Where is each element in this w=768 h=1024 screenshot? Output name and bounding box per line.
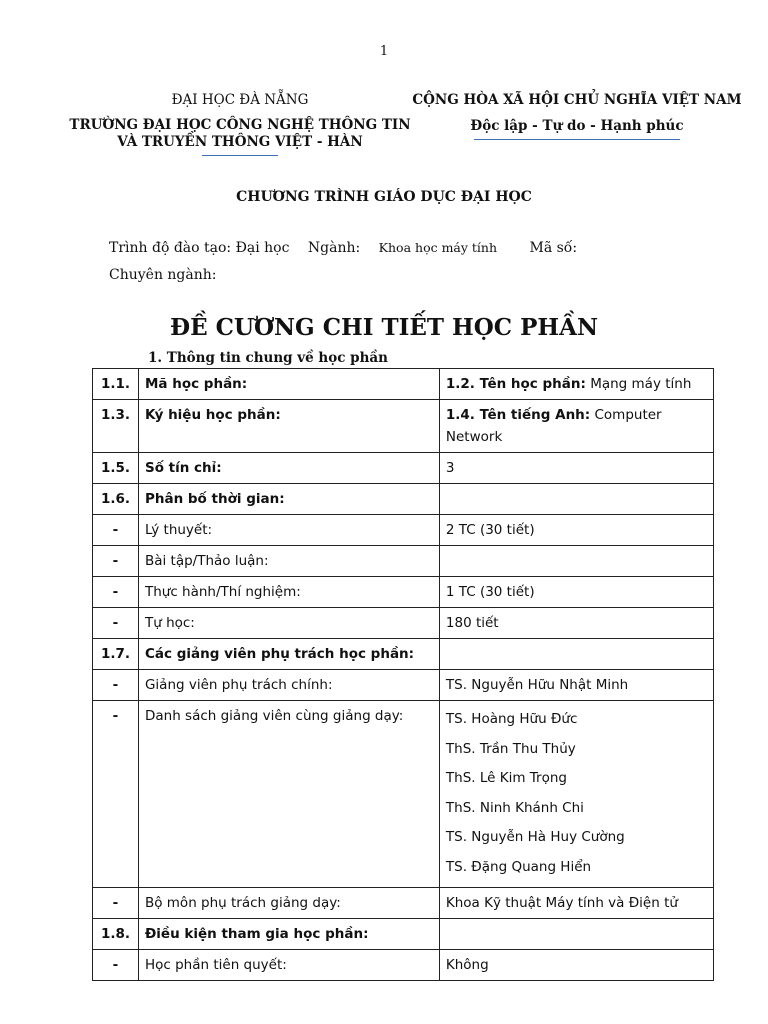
table-row xyxy=(93,369,714,400)
table-row xyxy=(93,701,714,888)
row-number: 1.1. xyxy=(93,369,139,400)
row-label: Tự học: xyxy=(138,608,439,639)
institution-header xyxy=(40,91,440,156)
row-label: Các giảng viên phụ trách học phần: xyxy=(138,639,439,670)
course-name-label: 1.2. Tên học phần: xyxy=(445,376,586,392)
row-label: Thực hành/Thí nghiệm: xyxy=(138,577,439,608)
university-name: ĐẠI HỌC ĐÀ NẴNG xyxy=(171,92,309,108)
lecturer-name: ThS. Trần Thu Thủy xyxy=(445,740,576,757)
row-value xyxy=(439,918,713,949)
table-row xyxy=(93,400,714,453)
row-number: 1.3. xyxy=(93,400,139,453)
row-value xyxy=(439,369,713,400)
specialization-label: Chuyên ngành: xyxy=(109,267,217,283)
row-value xyxy=(439,546,713,577)
section-heading: 1. Thông tin chung về học phần xyxy=(148,350,388,366)
row-value: TS. Nguyễn Hữu Nhật Minh xyxy=(439,670,713,701)
row-label: Danh sách giảng viên cùng giảng dạy: xyxy=(138,701,439,888)
row-value: 1 TC (30 tiết) xyxy=(439,577,713,608)
national-header xyxy=(412,91,742,140)
lecturer-name: TS. Nguyễn Hà Huy Cường xyxy=(445,829,625,846)
row-number: 1.6. xyxy=(93,484,139,515)
header-right-underline xyxy=(474,139,680,140)
table-row xyxy=(93,670,714,701)
row-number: - xyxy=(93,670,139,701)
table-row xyxy=(93,887,714,918)
row-label: Lý thuyết: xyxy=(138,515,439,546)
table-row xyxy=(93,949,714,980)
lecturer-name: TS. Hoàng Hữu Đức xyxy=(445,711,578,727)
lecturer-name: ThS. Ninh Khánh Chi xyxy=(445,799,584,816)
row-value: 2 TC (30 tiết) xyxy=(439,515,713,546)
row-label: Học phần tiên quyết: xyxy=(138,949,439,980)
program-title: CHƯƠNG TRÌNH GIÁO DỤC ĐẠI HỌC xyxy=(236,189,532,205)
row-value: Không xyxy=(439,949,713,980)
row-number: - xyxy=(93,546,139,577)
row-value: 3 xyxy=(439,453,713,484)
row-value xyxy=(439,639,713,670)
school-name-line2: VÀ TRUYỀN THÔNG VIỆT - HÀN xyxy=(117,134,363,150)
row-number: 1.7. xyxy=(93,639,139,670)
row-value xyxy=(439,484,713,515)
course-name-value: Mạng máy tính xyxy=(585,376,692,392)
row-label: Mã học phần: xyxy=(138,369,439,400)
table-row xyxy=(93,577,714,608)
lecturer-name: ThS. Lê Kim Trọng xyxy=(445,770,567,787)
english-name-label: 1.4. Tên tiếng Anh: xyxy=(445,407,591,423)
lecturer-name: TS. Đặng Quang Hiển xyxy=(445,858,592,875)
school-name-line1: TRƯỜNG ĐẠI HỌC CÔNG NGHỆ THÔNG TIN xyxy=(69,117,411,133)
row-label: Số tín chỉ: xyxy=(138,453,439,484)
code-label: Mã số: xyxy=(529,240,578,256)
program-meta-line xyxy=(109,240,591,256)
national-motto: Độc lập - Tự do - Hạnh phúc xyxy=(470,118,684,134)
row-number: - xyxy=(93,701,139,888)
row-label: Ký hiệu học phần: xyxy=(138,400,439,453)
table-row xyxy=(93,639,714,670)
table-row xyxy=(93,484,714,515)
training-level: Trình độ đào tạo: Đại học xyxy=(109,240,290,256)
country-name: CỘNG HÒA XÃ HỘI CHỦ NGHĨA VIỆT NAM xyxy=(412,92,742,108)
row-number: - xyxy=(93,608,139,639)
table-row xyxy=(93,608,714,639)
row-label: Điều kiện tham gia học phần: xyxy=(138,918,439,949)
major-value: Khoa học máy tính xyxy=(378,240,498,255)
document-title: ĐỀ CƯƠNG CHI TIẾT HỌC PHẦN xyxy=(169,314,598,341)
row-number: 1.5. xyxy=(93,453,139,484)
row-number: - xyxy=(93,949,139,980)
row-number: 1.8. xyxy=(93,918,139,949)
row-label: Bộ môn phụ trách giảng dạy: xyxy=(138,887,439,918)
row-label: Bài tập/Thảo luận: xyxy=(138,546,439,577)
header-left-underline xyxy=(202,155,278,156)
table-row xyxy=(93,453,714,484)
lecturer-list xyxy=(439,701,713,888)
row-value: 180 tiết xyxy=(439,608,713,639)
table-row xyxy=(93,515,714,546)
row-number: - xyxy=(93,887,139,918)
row-number: - xyxy=(93,515,139,546)
row-number: - xyxy=(93,577,139,608)
row-label: Giảng viên phụ trách chính: xyxy=(138,670,439,701)
major-label: Ngành: xyxy=(307,240,361,256)
major-field xyxy=(308,240,511,256)
table-row xyxy=(93,918,714,949)
english-name-value: Computer Network xyxy=(445,407,662,445)
row-label: Phân bố thời gian: xyxy=(138,484,439,515)
row-value xyxy=(439,400,713,453)
table-row xyxy=(93,546,714,577)
course-info-table xyxy=(92,368,714,981)
row-value: Khoa Kỹ thuật Máy tính và Điện tử xyxy=(439,887,713,918)
page-number: 1 xyxy=(379,44,389,59)
